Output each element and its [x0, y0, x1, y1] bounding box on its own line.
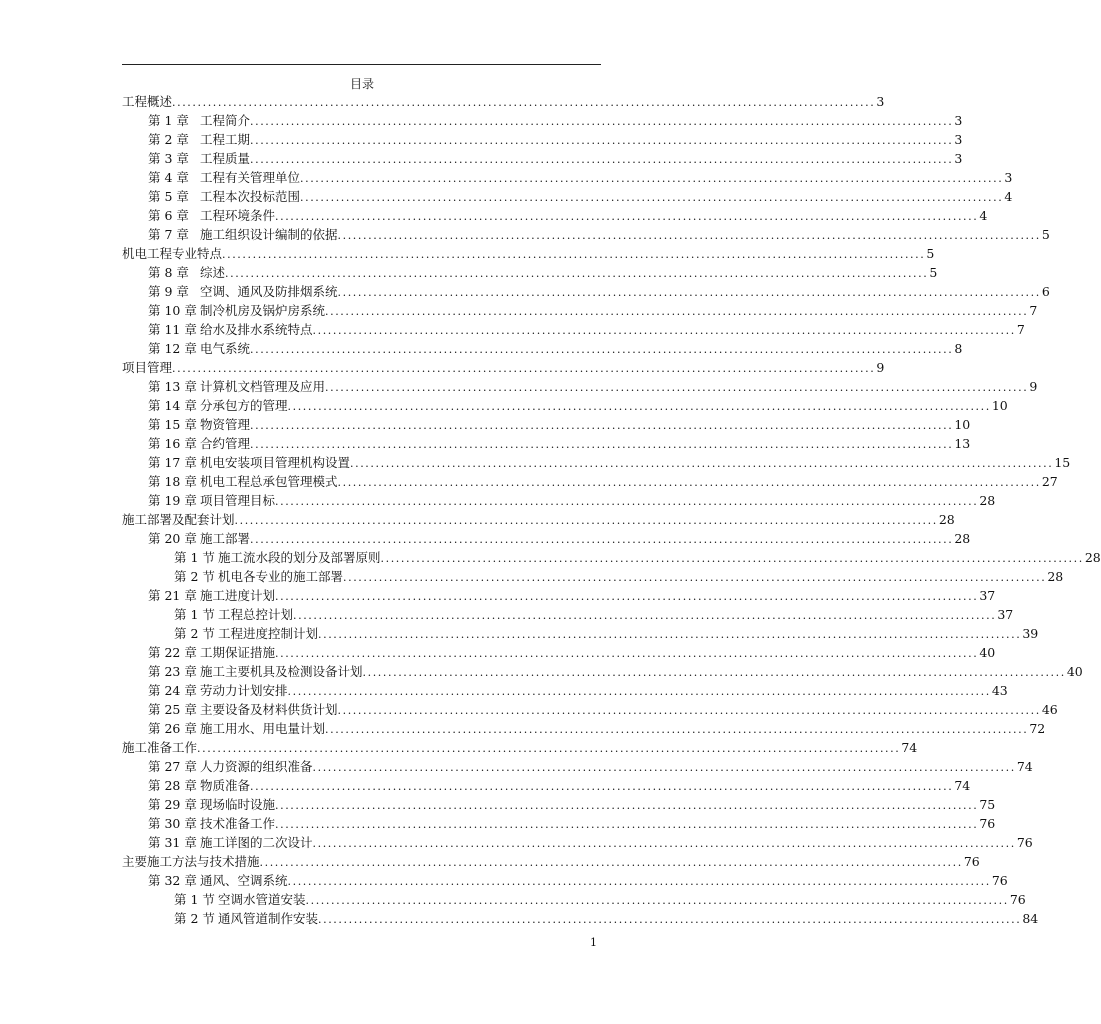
top-rule — [122, 64, 601, 65]
toc-entry[interactable] — [148, 683, 1008, 699]
toc-entry-label — [148, 835, 313, 851]
toc-entry-text: 项目管理 — [122, 360, 173, 375]
toc-entry-number: 第 7 章 — [148, 227, 189, 242]
toc-entry-label — [148, 208, 275, 224]
toc-entry-number: 第 24 章 — [148, 683, 197, 698]
toc-entry-number: 第 20 章 — [148, 531, 197, 546]
dot-leader: .......................................................................................................................................... — [343, 571, 1047, 584]
toc-entry-text: 施工主要机具及检测设备计划 — [200, 664, 363, 679]
toc-entry-label — [122, 512, 235, 528]
toc-entry-page: 3 — [1004, 170, 1013, 185]
dot-leader: .......................................................................................................................................... — [250, 115, 954, 128]
toc-entry[interactable] — [148, 835, 1033, 851]
toc-entry-text: 施工准备工作 — [122, 740, 198, 755]
toc-entry-text: 工程本次投标范围 — [200, 189, 301, 204]
toc-entry-page: 74 — [1016, 759, 1033, 774]
dot-leader: .......................................................................................................................................... — [337, 476, 1041, 489]
toc-entry-label — [148, 778, 250, 794]
dot-leader: .......................................................................................................................................... — [275, 647, 979, 660]
toc-entry-text: 现场临时设施 — [200, 797, 276, 812]
toc-entry-number: 第 28 章 — [148, 778, 197, 793]
toc-entry-number: 第 17 章 — [148, 455, 197, 470]
toc-entry-label — [148, 873, 288, 889]
toc-entry-label — [174, 626, 318, 642]
toc-title: 目录 — [349, 77, 374, 91]
dot-leader: .......................................................................................................................................... — [275, 799, 979, 812]
toc-entry-label — [148, 170, 300, 186]
toc-entry-text: 电气系统 — [200, 341, 251, 356]
toc-entry-label — [148, 702, 338, 718]
toc-entry[interactable] — [148, 417, 971, 433]
dot-leader: .......................................................................................................................................... — [305, 894, 1009, 907]
dot-leader: .......................................................................................................................................... — [287, 875, 991, 888]
toc-entry-text: 机电各专业的施工部署 — [218, 569, 344, 584]
dot-leader: .......................................................................................................................................... — [380, 552, 1084, 565]
toc-entry-page: 76 — [1009, 892, 1026, 907]
toc-entry[interactable] — [122, 246, 935, 262]
toc-entry-number: 第 12 章 — [148, 341, 197, 356]
toc-entry-number: 第 23 章 — [148, 664, 197, 679]
toc-entry-text: 通风、空调系统 — [200, 873, 288, 888]
toc-entry-label — [148, 398, 288, 414]
toc-entry-label — [148, 531, 250, 547]
toc-entry-text: 空调水管道安装 — [218, 892, 306, 907]
toc-entry-number: 第 2 节 — [174, 569, 215, 584]
dot-leader: .......................................................................................................................................... — [250, 153, 954, 166]
toc-entry-text: 施工组织设计编制的依据 — [200, 227, 338, 242]
toc-entry-number: 第 18 章 — [148, 474, 197, 489]
toc-entry-text: 工程质量 — [200, 151, 251, 166]
toc-entry-label — [148, 797, 275, 813]
toc-entry-text: 工程总控计划 — [218, 607, 294, 622]
dot-leader: .......................................................................................................................................... — [275, 590, 979, 603]
toc-entry-number: 第 32 章 — [148, 873, 197, 888]
toc-entry-page: 28 — [1084, 550, 1101, 565]
toc-entry-number: 第 31 章 — [148, 835, 197, 850]
toc-entry[interactable] — [148, 303, 1038, 319]
toc-entry-page: 28 — [954, 531, 971, 546]
toc-entry-text: 施工部署 — [200, 531, 251, 546]
toc-entry-number: 第 5 章 — [148, 189, 189, 204]
toc-entry-text: 施工用水、用电量计划 — [200, 721, 326, 736]
toc-entry-text: 工程进度控制计划 — [218, 626, 319, 641]
dot-leader: .......................................................................................................................................... — [312, 761, 1016, 774]
toc-entry-number: 第 1 节 — [174, 550, 215, 565]
toc-entry-number: 第 3 章 — [148, 151, 189, 166]
dot-leader: .......................................................................................................................................... — [250, 343, 954, 356]
toc-entry-page: 28 — [979, 493, 996, 508]
toc-entry-page: 76 — [963, 854, 980, 869]
toc-entry-label — [148, 284, 338, 300]
toc-entry-number: 第 10 章 — [148, 303, 197, 318]
toc-entry[interactable] — [148, 322, 1025, 338]
toc-entry[interactable] — [148, 398, 1008, 414]
toc-entry-number: 第 13 章 — [148, 379, 197, 394]
toc-entry-number: 第 2 节 — [174, 626, 215, 641]
toc-entry-text: 施工进度计划 — [200, 588, 276, 603]
toc-entry-label — [148, 588, 275, 604]
toc-entry-number: 第 4 章 — [148, 170, 189, 185]
toc-entry[interactable] — [148, 455, 1071, 471]
toc-entry-text: 施工详图的二次设计 — [200, 835, 313, 850]
toc-entry-text: 施工流水段的划分及部署原则 — [218, 550, 381, 565]
toc-entry-page: 7 — [1016, 322, 1025, 337]
toc-entry-text: 技术准备工作 — [200, 816, 276, 831]
toc-entry-page: 40 — [1066, 664, 1083, 679]
toc-entry-text: 工期保证措施 — [200, 645, 276, 660]
dot-leader: .......................................................................................................................................... — [225, 267, 929, 280]
toc-entry-page: 9 — [1029, 379, 1038, 394]
toc-entry-number: 第 1 节 — [174, 607, 215, 622]
toc-entry-number: 第 22 章 — [148, 645, 197, 660]
toc-entry[interactable] — [148, 721, 1046, 737]
toc-entry-page: 74 — [901, 740, 918, 755]
toc-entry-text: 通风管道制作安装 — [218, 911, 319, 926]
toc-entry-page: 5 — [929, 265, 938, 280]
toc-entry-number: 第 21 章 — [148, 588, 197, 603]
toc-entry-number: 第 15 章 — [148, 417, 197, 432]
toc-entry-page: 37 — [997, 607, 1014, 622]
toc-entry-text: 主要设备及材料供货计划 — [200, 702, 338, 717]
dot-leader: .......................................................................................................................................... — [325, 381, 1029, 394]
toc-entry-label — [148, 436, 250, 452]
toc-entry-page: 10 — [954, 417, 971, 432]
toc-entry[interactable] — [148, 284, 1050, 300]
dot-leader: .......................................................................................................................................... — [350, 457, 1054, 470]
toc-entry-label — [148, 493, 275, 509]
dot-leader: .......................................................................................................................................... — [250, 134, 954, 147]
toc-entry-text: 合约管理 — [200, 436, 251, 451]
toc-entry[interactable] — [148, 132, 963, 148]
toc-entry-page: 3 — [954, 151, 963, 166]
toc-entry-page: 6 — [1041, 284, 1050, 299]
dot-leader: .......................................................................................................................................... — [300, 172, 1004, 185]
toc-entry-label — [122, 360, 172, 376]
toc-entry-page: 75 — [979, 797, 996, 812]
toc-entry-page: 7 — [1029, 303, 1038, 318]
toc-entry-number: 第 2 章 — [148, 132, 189, 147]
toc-entry-page: 28 — [938, 512, 955, 527]
toc-entry[interactable] — [148, 208, 988, 224]
toc-entry-text: 主要施工方法与技术措施 — [122, 854, 260, 869]
toc-entry-label — [148, 189, 300, 205]
toc-entry[interactable] — [174, 911, 1039, 927]
page-number: 1 — [590, 936, 597, 949]
toc-entry[interactable] — [148, 493, 996, 509]
toc-entry-label — [122, 740, 197, 756]
dot-leader: .......................................................................................................................................... — [234, 514, 938, 527]
toc-entry-label — [148, 113, 250, 129]
toc-entry-page: 10 — [991, 398, 1008, 413]
toc-entry-label — [148, 132, 250, 148]
toc-entry[interactable] — [148, 227, 1050, 243]
toc-entry-text: 施工部署及配套计划 — [122, 512, 235, 527]
toc-entry-text: 劳动力计划安排 — [200, 683, 288, 698]
toc-entry[interactable] — [148, 816, 996, 832]
toc-entry-text: 给水及排水系统特点 — [200, 322, 313, 337]
toc-entry[interactable] — [148, 436, 971, 452]
toc-entry-label — [148, 265, 225, 281]
toc-entry-text: 工程工期 — [200, 132, 251, 147]
toc-entry[interactable] — [148, 664, 1083, 680]
toc-entry[interactable] — [148, 778, 971, 794]
toc-entry[interactable] — [148, 531, 971, 547]
toc-entry-label — [148, 664, 363, 680]
toc-entry[interactable] — [148, 341, 963, 357]
toc-entry-page: 4 — [1004, 189, 1013, 204]
toc-entry-page: 40 — [979, 645, 996, 660]
toc-entry-label — [174, 911, 318, 927]
toc-entry-number: 第 1 节 — [174, 892, 215, 907]
toc-entry-label — [148, 645, 275, 661]
toc-entry-page: 13 — [954, 436, 971, 451]
dot-leader: .......................................................................................................................................... — [300, 191, 1004, 204]
toc-entry[interactable] — [122, 740, 918, 756]
toc-entry[interactable] — [174, 569, 1064, 585]
dot-leader: .......................................................................................................................................... — [312, 324, 1016, 337]
toc-entry[interactable] — [148, 645, 996, 661]
toc-entry[interactable] — [148, 265, 938, 281]
dot-leader: .......................................................................................................................................... — [172, 362, 876, 375]
toc-entry-text: 物质准备 — [200, 778, 251, 793]
dot-leader: .......................................................................................................................................... — [259, 856, 963, 869]
dot-leader: .......................................................................................................................................... — [172, 96, 876, 109]
toc-entry-text: 工程环境条件 — [200, 208, 276, 223]
toc-entry-number: 第 8 章 — [148, 265, 189, 280]
toc-entry[interactable] — [148, 797, 996, 813]
toc-entry-text: 空调、通风及防排烟系统 — [200, 284, 338, 299]
dot-leader: .......................................................................................................................................... — [325, 723, 1029, 736]
toc-entry[interactable] — [174, 550, 1101, 566]
toc-entry-label — [148, 341, 250, 357]
dot-leader: .......................................................................................................................................... — [293, 609, 997, 622]
toc-entry[interactable] — [148, 151, 963, 167]
toc-entry-page: 46 — [1041, 702, 1058, 717]
dot-leader: .......................................................................................................................................... — [275, 818, 979, 831]
toc-entry-text: 项目管理目标 — [200, 493, 276, 508]
toc-entry-text: 物资管理 — [200, 417, 251, 432]
toc-entry[interactable] — [148, 113, 963, 129]
toc-entry-number: 第 11 章 — [148, 322, 197, 337]
toc-entry-page: 28 — [1047, 569, 1064, 584]
dot-leader: .......................................................................................................................................... — [250, 438, 954, 451]
dot-leader: .......................................................................................................................................... — [287, 400, 991, 413]
dot-leader: .......................................................................................................................................... — [337, 229, 1041, 242]
toc-entry-text: 人力资源的组织准备 — [200, 759, 313, 774]
toc-entry-page: 9 — [876, 360, 885, 375]
toc-entry-label — [148, 417, 250, 433]
dot-leader: .......................................................................................................................................... — [275, 210, 979, 223]
toc-entry-page: 5 — [1041, 227, 1050, 242]
toc-entry-page: 72 — [1029, 721, 1046, 736]
toc-entry[interactable] — [148, 474, 1058, 490]
toc-entry-page: 5 — [926, 246, 935, 261]
toc-entry-label — [148, 721, 325, 737]
toc-entry-text: 工程有关管理单位 — [200, 170, 301, 185]
toc-entry-label — [122, 94, 172, 110]
toc-entry-number: 第 9 章 — [148, 284, 189, 299]
toc-entry-text: 计算机文档管理及应用 — [200, 379, 326, 394]
dot-leader: .......................................................................................................................................... — [222, 248, 926, 261]
dot-leader: .......................................................................................................................................... — [250, 780, 954, 793]
toc-entry-label — [174, 569, 343, 585]
dot-leader: .......................................................................................................................................... — [362, 666, 1066, 679]
toc-entry-label — [148, 227, 338, 243]
toc-entry-number: 第 25 章 — [148, 702, 197, 717]
toc-entry-page: 76 — [991, 873, 1008, 888]
toc-entry-label — [148, 759, 313, 775]
toc-entry-text: 工程概述 — [122, 94, 173, 109]
toc-entry-page: 76 — [1016, 835, 1033, 850]
toc-entry-label — [122, 246, 222, 262]
toc-entry-page: 3 — [954, 132, 963, 147]
toc-entry-number: 第 19 章 — [148, 493, 197, 508]
toc-entry-number: 第 27 章 — [148, 759, 197, 774]
toc-entry[interactable] — [122, 512, 955, 528]
dot-leader: .......................................................................................................................................... — [312, 837, 1016, 850]
toc-entry-number: 第 30 章 — [148, 816, 197, 831]
dot-leader: .......................................................................................................................................... — [250, 419, 954, 432]
toc-entry-label — [148, 151, 250, 167]
toc-entry-text: 机电安装项目管理机构设置 — [200, 455, 351, 470]
toc-entry[interactable] — [148, 588, 996, 604]
toc-entry-page: 4 — [979, 208, 988, 223]
toc-entry-page: 39 — [1022, 626, 1039, 641]
toc-entry-number: 第 16 章 — [148, 436, 197, 451]
dot-leader: .......................................................................................................................................... — [197, 742, 901, 755]
toc-entry-number: 第 29 章 — [148, 797, 197, 812]
toc-entry[interactable] — [148, 170, 1013, 186]
toc-entry-text: 综述 — [200, 265, 226, 280]
toc-entry[interactable] — [148, 189, 1013, 205]
toc-entry-text: 制冷机房及锅炉房系统 — [200, 303, 326, 318]
toc-entry[interactable] — [148, 702, 1058, 718]
dot-leader: .......................................................................................................................................... — [275, 495, 979, 508]
toc-entry[interactable] — [148, 873, 1008, 889]
toc-entry[interactable] — [174, 626, 1039, 642]
toc-entry-number: 第 1 章 — [148, 113, 189, 128]
toc-entry[interactable] — [122, 94, 885, 110]
dot-leader: .......................................................................................................................................... — [318, 628, 1022, 641]
toc-entry-text: 工程简介 — [200, 113, 251, 128]
toc-entry[interactable] — [122, 854, 980, 870]
toc-entry-label — [148, 816, 275, 832]
dot-leader: .......................................................................................................................................... — [318, 913, 1022, 926]
toc-entry-label — [148, 474, 338, 490]
toc-entry-page: 37 — [979, 588, 996, 603]
toc-entry-page: 3 — [954, 113, 963, 128]
dot-leader: .......................................................................................................................................... — [337, 286, 1041, 299]
toc-entry-label — [148, 683, 288, 699]
dot-leader: .......................................................................................................................................... — [337, 704, 1041, 717]
toc-entry-label — [148, 322, 313, 338]
toc-entry-text: 机电工程专业特点 — [122, 246, 223, 261]
toc-entry[interactable] — [174, 607, 1014, 623]
toc-entry-label — [174, 892, 306, 908]
toc-entry-label — [174, 607, 293, 623]
toc-entry-label — [174, 550, 381, 566]
toc-entry-page: 15 — [1054, 455, 1071, 470]
toc-entry-page: 27 — [1041, 474, 1058, 489]
toc-entry-number: 第 2 节 — [174, 911, 215, 926]
toc-entry[interactable] — [174, 892, 1026, 908]
toc-entry-page: 74 — [954, 778, 971, 793]
toc-entry-page: 3 — [876, 94, 885, 109]
toc-entry[interactable] — [148, 759, 1033, 775]
toc-entry-label — [148, 379, 325, 395]
toc-entry-label — [122, 854, 260, 870]
dot-leader: .......................................................................................................................................... — [287, 685, 991, 698]
toc-entry[interactable] — [148, 379, 1038, 395]
dot-leader: .......................................................................................................................................... — [250, 533, 954, 546]
toc-entry-label — [148, 303, 325, 319]
toc-entry-page: 43 — [991, 683, 1008, 698]
toc-entry-page: 84 — [1022, 911, 1039, 926]
toc-entry-page: 8 — [954, 341, 963, 356]
toc-entry[interactable] — [122, 360, 885, 376]
toc-entry-number: 第 14 章 — [148, 398, 197, 413]
toc-entry-number: 第 26 章 — [148, 721, 197, 736]
dot-leader: .......................................................................................................................................... — [325, 305, 1029, 318]
toc-entry-text: 机电工程总承包管理模式 — [200, 474, 338, 489]
toc-entry-label — [148, 455, 350, 471]
toc-entry-text: 分承包方的管理 — [200, 398, 288, 413]
toc-entry-page: 76 — [979, 816, 996, 831]
toc-entry-number: 第 6 章 — [148, 208, 189, 223]
